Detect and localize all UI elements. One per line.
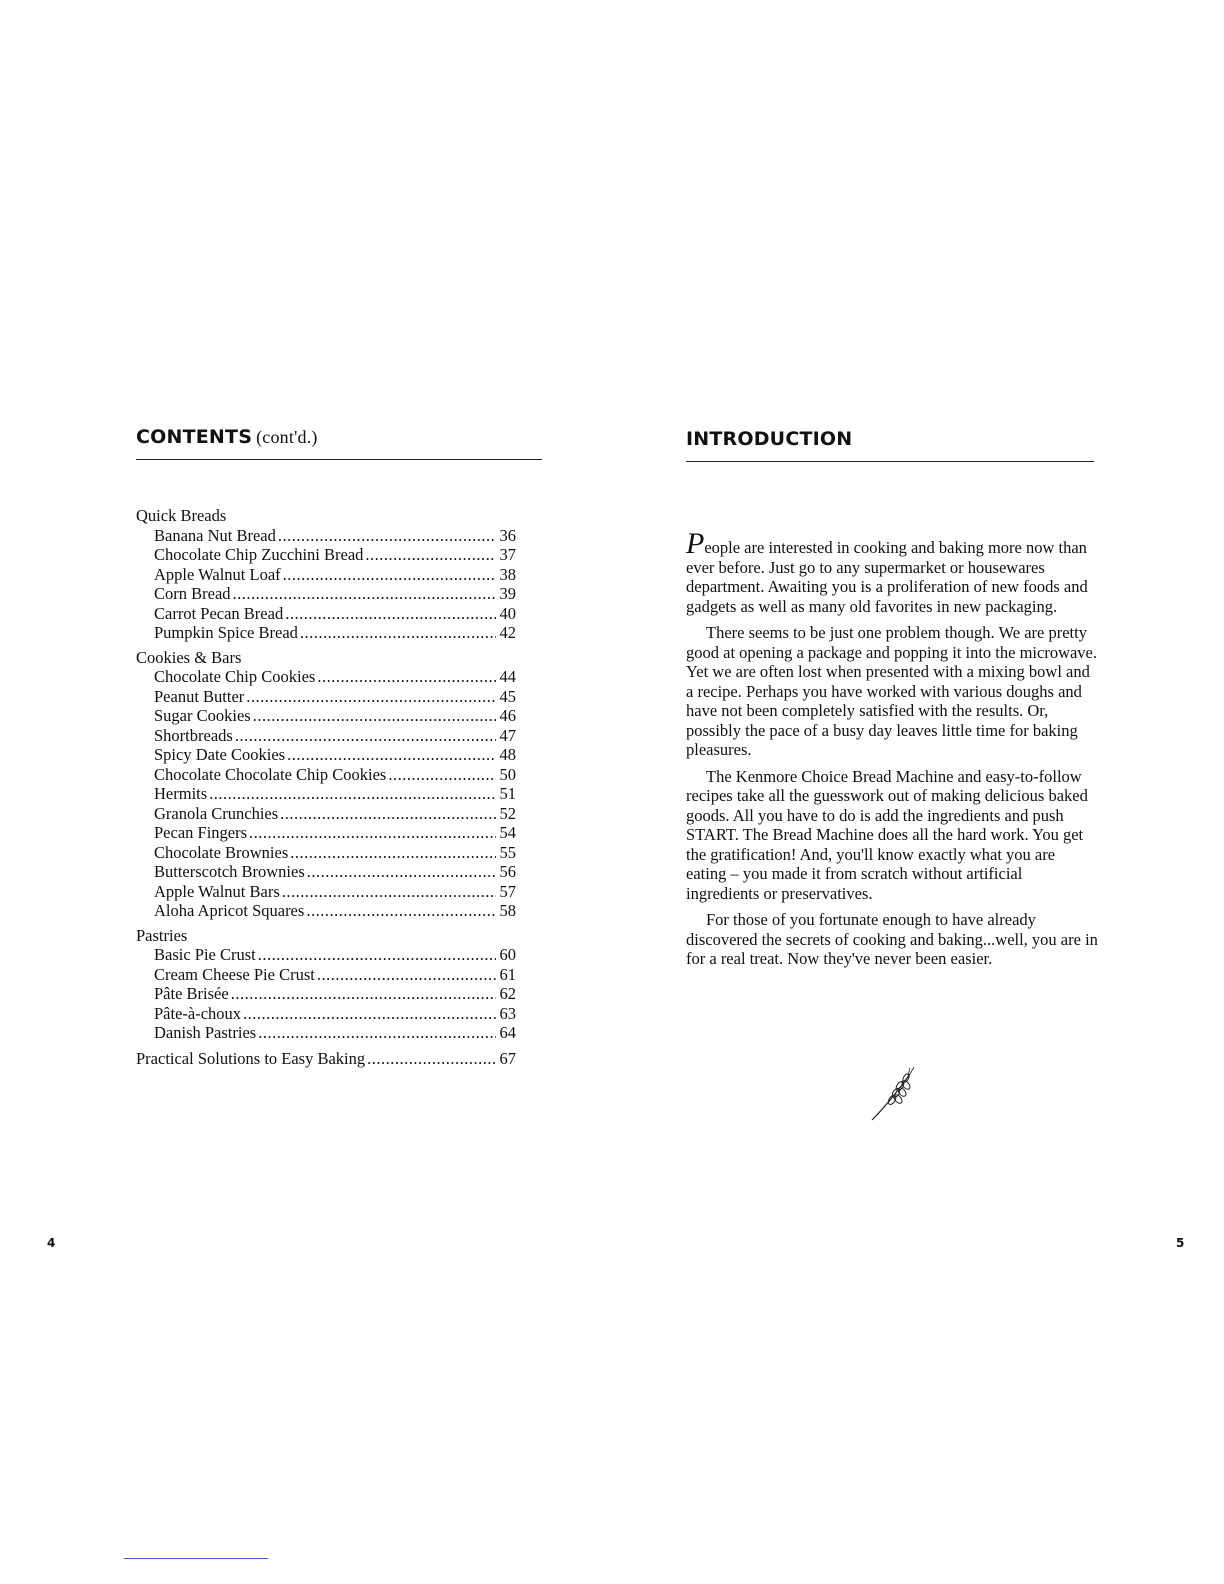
toc-entry-label: Pumpkin Spice Bread (154, 623, 298, 642)
toc-entry (136, 1023, 516, 1043)
toc-entry-label: Basic Pie Crust (154, 945, 256, 964)
toc-entry (136, 862, 516, 882)
toc-leader-dots (209, 784, 496, 804)
toc-entry (136, 765, 516, 785)
toc-leader-dots (317, 667, 496, 687)
toc-leader-dots (307, 862, 496, 882)
toc-leader-dots (246, 687, 496, 707)
toc-entry (136, 823, 516, 843)
toc-entry (136, 584, 516, 604)
intro-paragraph-3: The Kenmore Choice Bread Machine and easy-to-follow recipes take all the guesswork out of making delicious baked goods. All you have to do is add the ingredients and push START. The Bread Machine does all the hard work. You get the gratification! And, you'll know exactly what you are eating – you made it from scratch without artificial ingredients or preservatives. (686, 766, 1088, 903)
intro-paragraph-2: There seems to be just one problem though. We are pretty good at opening a package and popping it into the microwave. Yet we are often lost when presented with a mixing bowl and a recipe. Perhaps you have worked with various doughs and have not been completely satisfied with the results. Or, possibly the pace of a busy day leaves little time for baking pleasures. (686, 623, 1098, 759)
toc-leader-dots (258, 945, 496, 965)
toc-section-title: Cookies & Bars (136, 647, 242, 667)
toc-entry-label: Hermits (154, 784, 208, 803)
introduction-heading: INTRODUCTION (686, 428, 853, 450)
toc-entry-page: 58 (499, 901, 516, 920)
toc-entry (136, 984, 516, 1004)
intro-paragraph-1 (686, 527, 1098, 616)
intro-paragraph-4: For those of you fortunate enough to have already discovered the secrets of cooking and baking...well, you are in for a real treat. Now they've never been easier. (686, 910, 1098, 968)
toc-final-entry (136, 1049, 516, 1069)
toc-entry (136, 745, 516, 765)
toc-leader-dots (388, 765, 496, 785)
toc-entry (136, 667, 516, 687)
toc-entry-label: Banana Nut Bread (154, 525, 276, 545)
toc-entry (136, 901, 516, 921)
toc-entry-page: 37 (499, 545, 516, 564)
toc-entry-page: 51 (499, 784, 516, 803)
toc-entry-page: 40 (499, 603, 516, 623)
toc-entry-label: Danish Pastries (154, 1023, 257, 1042)
toc-entry-page: 62 (499, 984, 516, 1003)
contents-title: CONTENTS (136, 426, 253, 448)
toc-entry (136, 784, 516, 804)
toc-entry-label: Spicy Date Cookies (154, 745, 286, 764)
toc-leader-dots (282, 882, 496, 902)
toc-entry-page: 44 (499, 667, 516, 686)
toc-leader-dots (278, 526, 496, 546)
toc-entry-label: Cream Cheese Pie Crust (154, 964, 315, 984)
toc-entry (136, 965, 516, 985)
toc-leader-dots (243, 1004, 496, 1024)
toc-leader-dots (280, 804, 496, 824)
toc-entry-label: Apple Walnut Bars (154, 881, 280, 901)
toc-leader-dots (253, 706, 496, 726)
toc-entry-page: 60 (499, 945, 516, 964)
toc-entry-label: Pâte-à-choux (154, 1003, 242, 1023)
toc-entry-page: 42 (499, 623, 516, 642)
toc-leader-dots (285, 604, 496, 624)
toc-entry-page: 36 (499, 525, 516, 545)
toc-entry (136, 726, 516, 746)
toc-entry-label: Practical Solutions to Easy Baking (136, 1048, 366, 1068)
bottom-divider (124, 1558, 268, 1559)
introduction-body (686, 527, 1098, 976)
toc-leader-dots (283, 565, 496, 585)
toc-entry (136, 526, 516, 546)
toc-entry (136, 623, 516, 643)
contents-heading (136, 426, 318, 448)
toc-entry (136, 706, 516, 726)
drop-cap: P (686, 527, 705, 560)
toc-entry-page: 67 (499, 1048, 516, 1068)
toc-entry-label: Chocolate Brownies (154, 842, 289, 862)
intro-paragraph-1-text: eople are interested in cooking and baking more now than ever before. Just go to any supermarket or housewares department. Awaiting you is a proliferation of new foods and gadgets as well as many old favorites in new packaging. (686, 538, 1088, 616)
toc-leader-dots (290, 843, 496, 863)
toc-leader-dots (317, 965, 496, 985)
toc-leader-dots (367, 1049, 496, 1069)
toc-entry-page: 56 (499, 862, 516, 881)
toc-entry-page: 61 (499, 964, 516, 984)
toc-leader-dots (249, 823, 496, 843)
toc-entry-page: 39 (499, 584, 516, 603)
toc-entry (136, 1004, 516, 1024)
toc-entry (136, 804, 516, 824)
toc-entry-page: 64 (499, 1023, 516, 1042)
toc-entry-label: Chocolate Chip Zucchini Bread (154, 545, 364, 564)
right-page (612, 0, 1224, 1584)
toc-entry-page: 46 (499, 706, 516, 725)
contents-subtitle: (cont'd.) (256, 427, 318, 447)
toc-entry (136, 545, 516, 565)
toc-entry-label: Granola Crunchies (154, 803, 279, 823)
toc-entry-page: 48 (499, 745, 516, 764)
toc-entry-page: 63 (499, 1003, 516, 1023)
toc-leader-dots (235, 726, 496, 746)
toc-section (136, 648, 516, 921)
toc-entry-label: Chocolate Chocolate Chip Cookies (154, 764, 387, 784)
contents-rule (136, 459, 542, 460)
toc-entry-label: Pecan Fingers (154, 823, 248, 842)
toc-entry-label: Corn Bread (154, 584, 231, 603)
toc-entry-page: 45 (499, 686, 516, 706)
toc-entry-label: Chocolate Chip Cookies (154, 667, 316, 686)
toc-entry-label: Peanut Butter (154, 686, 245, 706)
page-number-left: 4 (47, 1236, 56, 1250)
toc-section (136, 506, 516, 643)
toc-leader-dots (258, 1023, 496, 1043)
toc-section-title: Quick Breads (136, 506, 227, 525)
toc-entry-page: 52 (499, 803, 516, 823)
toc-entry-page: 55 (499, 842, 516, 862)
introduction-rule (686, 461, 1094, 462)
toc-entry-page: 57 (499, 881, 516, 901)
toc-entry-label: Pâte Brisée (154, 984, 229, 1003)
toc-leader-dots (231, 984, 496, 1004)
toc-leader-dots (365, 545, 496, 565)
toc-entry (136, 565, 516, 585)
toc-leader-dots (306, 901, 496, 921)
toc-entry (136, 945, 516, 965)
page-number-right: 5 (1176, 1236, 1185, 1250)
toc-entry-page: 50 (499, 764, 516, 784)
toc-entry (136, 604, 516, 624)
toc-section-title: Pastries (136, 925, 188, 945)
toc-entry-label: Butterscotch Brownies (154, 862, 305, 881)
toc-entry-label: Sugar Cookies (154, 706, 251, 725)
wheat-icon (870, 1066, 920, 1122)
toc-entry-page: 54 (499, 823, 516, 842)
toc-entry-page: 47 (499, 725, 516, 745)
toc-leader-dots (287, 745, 496, 765)
toc-section (136, 926, 516, 1043)
table-of-contents (136, 506, 516, 1068)
toc-entry (136, 687, 516, 707)
toc-entry-label: Apple Walnut Loaf (154, 564, 281, 584)
toc-leader-dots (300, 623, 496, 643)
toc-entry-page: 38 (499, 564, 516, 584)
toc-entry (136, 882, 516, 902)
toc-entry-label: Aloha Apricot Squares (154, 901, 305, 920)
toc-entry (136, 843, 516, 863)
toc-leader-dots (233, 584, 496, 604)
toc-entry-label: Shortbreads (154, 725, 233, 745)
toc-entry-label: Carrot Pecan Bread (154, 603, 284, 623)
